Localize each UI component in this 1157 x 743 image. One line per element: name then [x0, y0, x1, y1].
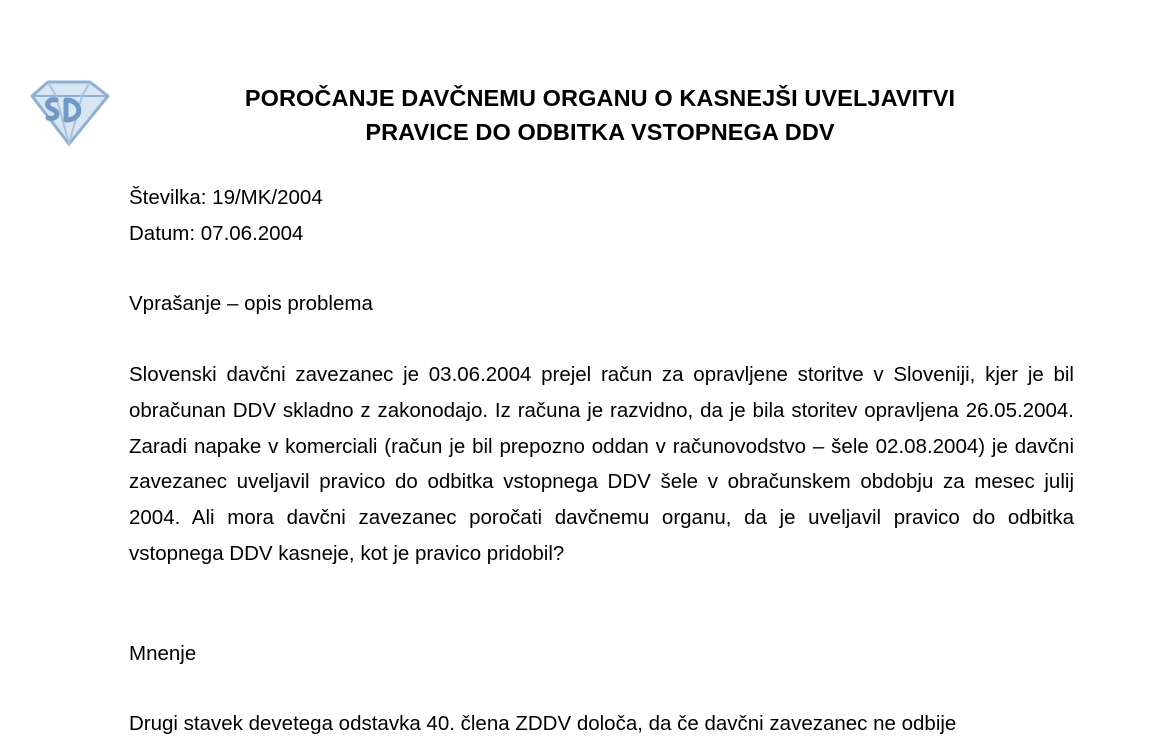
document-number: Številka: 19/MK/2004 — [129, 186, 323, 209]
diamond-sd-logo-icon — [26, 76, 112, 148]
document-date: Datum: 07.06.2004 — [129, 222, 304, 245]
question-paragraph: Slovenski davčni zavezanec je 03.06.2004 prejel račun za opravljene storitve v Sloveniji, kjer je bil obračunan DDV skladno z zakonodajo. Iz računa je razvidno, da je bila storitev opravljena 26.05.2004. Zaradi napake v komerciali (račun je bil prepozno oddan v računovodstvo – šele 02.08.2004) je davčni zavezanec uveljavil pravico do odbitka vstopnega DDV šele v obračunskem obdobju za mesec julij 2004. Ali mora davčni zavezanec poročati davčnemu organu, da je uveljavil pravico do odbitka vstopnega DDV kasneje, kot je pravico pridobil? — [129, 363, 1074, 565]
opinion-heading: Mnenje — [129, 642, 197, 665]
document-title-line-1: POROČANJE DAVČNEMU ORGANU O KASNEJŠI UVELJAVITVI — [244, 85, 956, 111]
opinion-paragraph-start: Drugi stavek devetega odstavka 40. člena ZDDV določa, da če davčni zavezanec ne odbije — [129, 712, 957, 735]
document-title-line-2: PRAVICE DO ODBITKA VSTOPNEGA DDV — [365, 119, 835, 145]
question-heading: Vprašanje – opis problema — [129, 292, 373, 315]
